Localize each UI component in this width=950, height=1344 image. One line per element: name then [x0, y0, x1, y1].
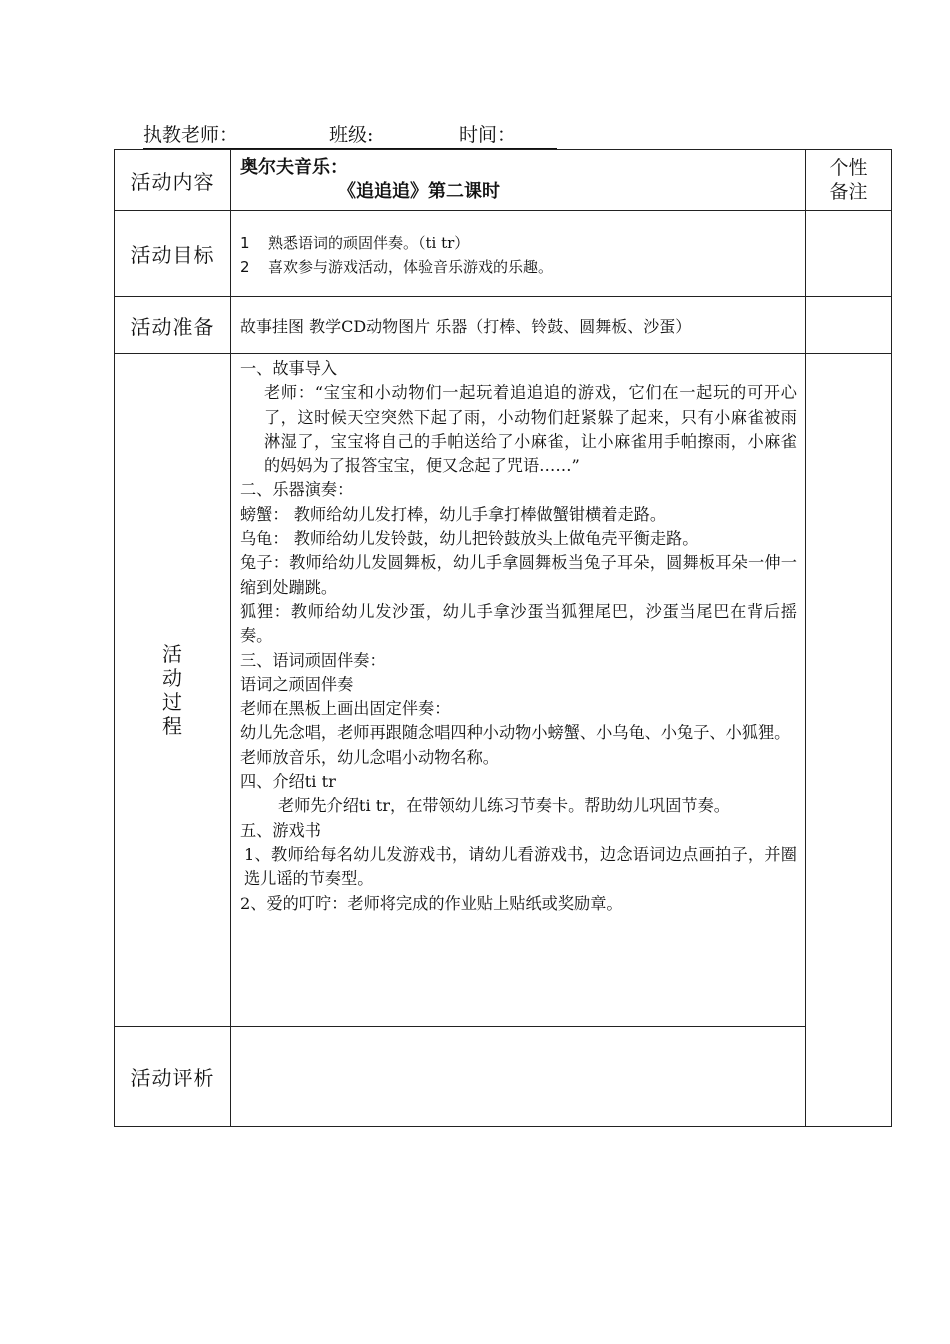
- content-label: 活动内容: [115, 150, 231, 211]
- remark-cell: [806, 354, 892, 1027]
- eval-label: 活动评析: [115, 1027, 231, 1127]
- remark-label-line1: 个性: [829, 157, 868, 179]
- content-cell: [231, 150, 806, 211]
- class-label: 班级:: [329, 124, 374, 146]
- process-line: 语词之顽固伴奏: [240, 674, 354, 694]
- process-line: 一、故事导入: [240, 359, 338, 378]
- row-prep: [115, 297, 892, 354]
- goal-item: [240, 231, 796, 255]
- process-line: 老师：“宝宝和小动物们一起玩着追追追的游戏，它们在一起玩的可开心了，这时候天空突然下起了雨，小动物们赶紧躲了起来，只有小麻雀被雨淋湿了，宝宝将自己的手帕送给了小麻雀，让小麻雀用手帕擦雨，小麻雀的妈妈为了报答宝宝，便又念起了咒语……”: [264, 383, 797, 476]
- process-line: 四、介绍ti tr: [240, 772, 336, 792]
- process-label-cell: [115, 354, 231, 1027]
- process-line: 幼儿先念唱，老师再跟随念唱四种小动物小螃蟹、小乌龟、小兔子、小狐狸。: [240, 723, 791, 743]
- goal-label: 活动目标: [115, 211, 231, 297]
- process-line: 二、乐器演奏：: [240, 480, 354, 500]
- row-evaluation: [115, 1027, 892, 1127]
- goal-text: 喜欢参与游戏活动，体验音乐游戏的乐趣。: [268, 258, 554, 276]
- prep-label: 活动准备: [115, 297, 231, 354]
- goal-number: 2: [240, 258, 250, 276]
- process-line: 五、游戏书: [240, 820, 321, 840]
- goal-item: [240, 255, 796, 279]
- process-line: 乌龟： 教师给幼儿发铃鼓，幼儿把铃鼓放头上做龟壳平衡走路。: [240, 529, 699, 549]
- content-title-line1: 奥尔夫音乐：: [240, 157, 348, 178]
- time-label: 时间：: [459, 124, 517, 146]
- row-content: [115, 150, 892, 211]
- process-label: 活动过程: [162, 642, 183, 738]
- process-line: 老师放音乐，幼儿念唱小动物名称。: [240, 747, 499, 767]
- row-goals: [115, 211, 892, 297]
- remark-cell: [806, 297, 892, 354]
- row-process: [115, 354, 892, 1027]
- goals-cell: [231, 211, 806, 297]
- process-line: 兔子：教师给幼儿发圆舞板，幼儿手拿圆舞板当兔子耳朵，圆舞板耳朵一伸一缩到处蹦跳。: [240, 553, 797, 597]
- teacher-label: 执教老师：: [143, 124, 239, 146]
- remark-header: [806, 150, 892, 211]
- header-line: [143, 123, 557, 149]
- lesson-plan-table: [114, 149, 892, 1127]
- process-line: 三、语词顽固伴奏：: [240, 650, 386, 670]
- remark-cell: [806, 211, 892, 297]
- process-line: 老师在黑板上画出固定伴奏：: [240, 699, 451, 719]
- process-line: 2、爱的叮咛：老师将完成的作业贴上贴纸或奖励章。: [240, 893, 623, 913]
- goal-text: 熟悉语词的顽固伴奏。（ti tr）: [268, 234, 470, 252]
- process-line: 螃蟹： 教师给幼儿发打棒，幼儿手拿打棒做蟹钳横着走路。: [240, 504, 667, 524]
- eval-cell: [231, 1027, 806, 1127]
- remark-label-line2: 备注: [829, 181, 868, 203]
- prep-text: 故事挂图 教学CD动物图片 乐器（打棒、铃鼓、圆舞板、沙蛋）: [231, 297, 806, 354]
- content-title-line2: 《追追追》第二课时: [338, 181, 500, 202]
- process-line: 狐狸：教师给幼儿发沙蛋，幼儿手拿沙蛋当狐狸尾巴，沙蛋当尾巴在背后摇奏。: [240, 601, 797, 646]
- goal-number: 1: [240, 234, 250, 252]
- process-line: 老师先介绍ti tr，在带领幼儿练习节奏卡。帮助幼儿巩固节奏。: [278, 796, 730, 816]
- process-line: 1、教师给每名幼儿发游戏书，请幼儿看游戏书，边念语词边点画拍子，并圈选儿谣的节奏型。: [244, 844, 797, 889]
- process-cell: [231, 354, 806, 1027]
- remark-cell: [806, 1027, 892, 1127]
